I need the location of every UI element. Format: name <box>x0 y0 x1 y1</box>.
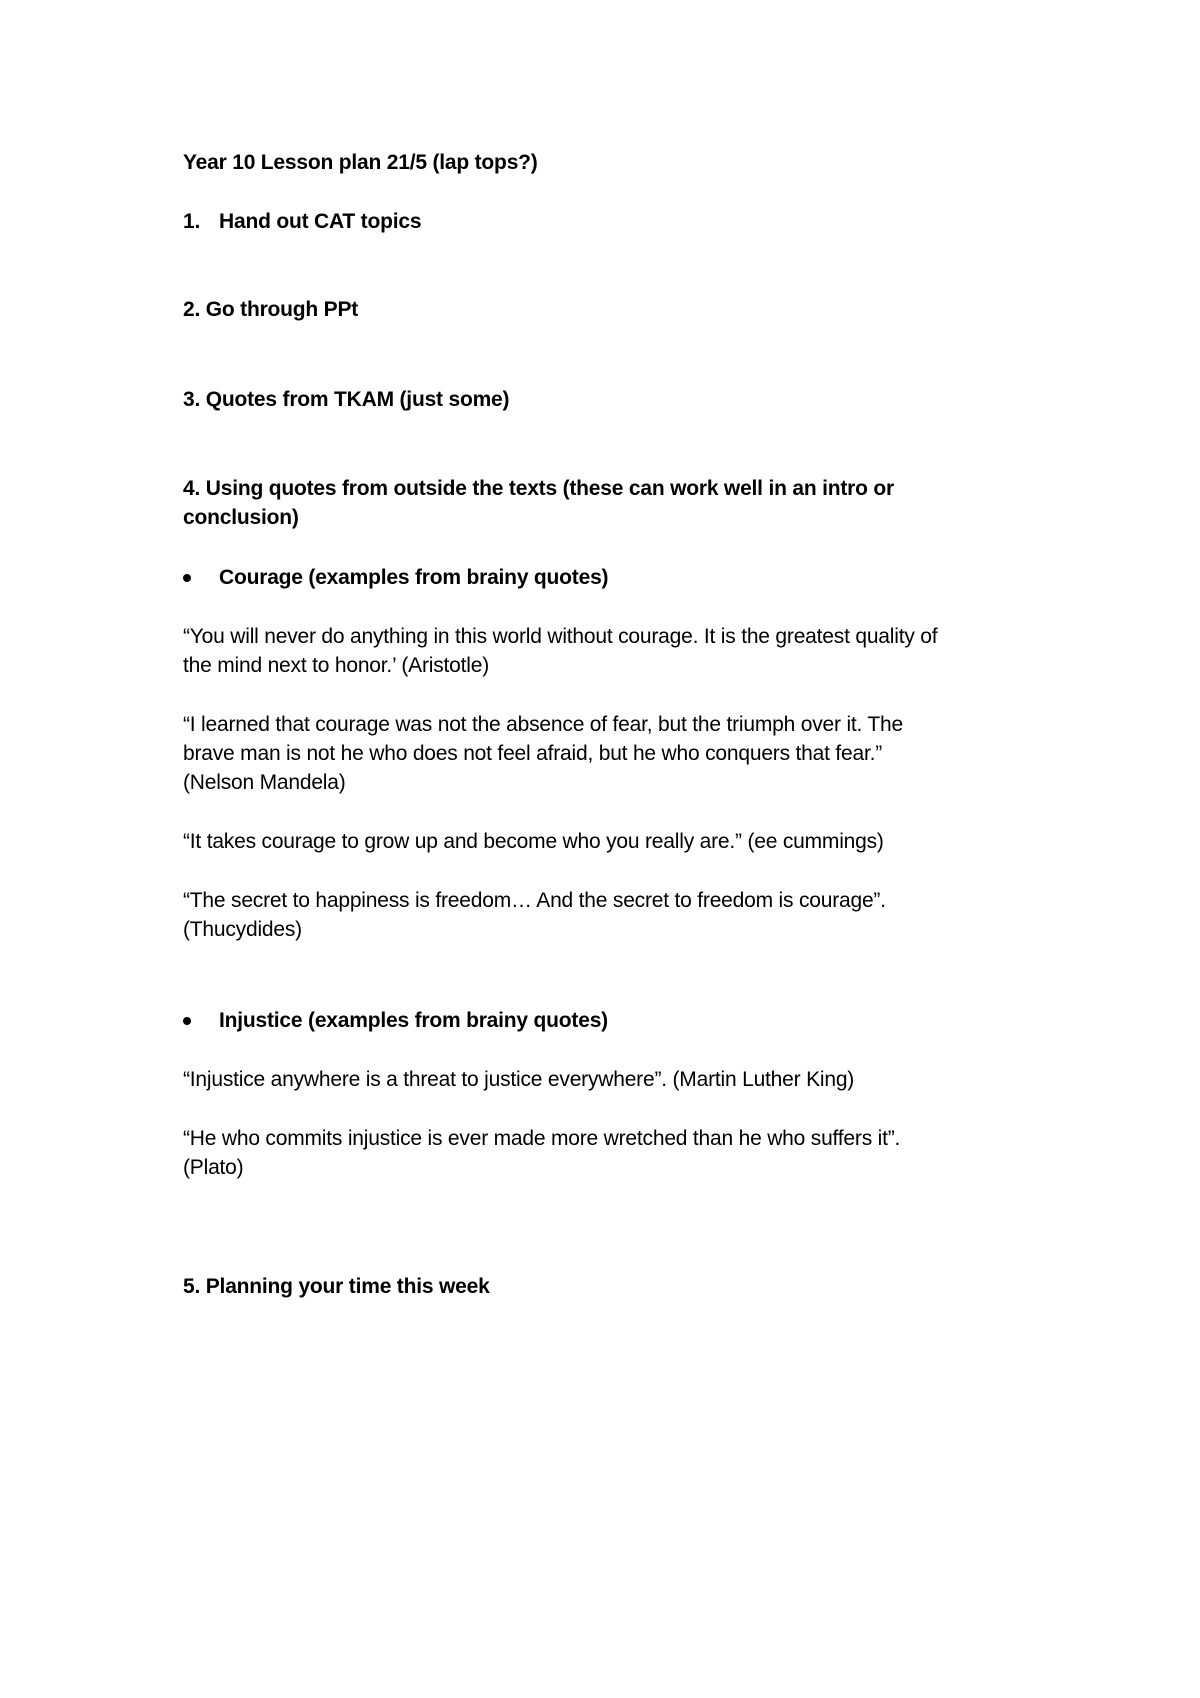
courage-heading: Courage (examples from brainy quotes) <box>219 566 609 589</box>
courage-quote-4-line-2: (Thucydides) <box>183 918 302 941</box>
list-item-3: 3. Quotes from TKAM (just some) <box>183 388 510 411</box>
courage-quote-4-line-1: “The secret to happiness is freedom… And the secret to freedom is courage”. <box>183 889 886 912</box>
list-item-1 <box>183 207 421 237</box>
injustice-quote-1-line-1: “Injustice anywhere is a threat to justice everywhere”. (Martin Luther King) <box>183 1068 855 1091</box>
list-item-1-text: Hand out CAT topics <box>219 210 422 233</box>
list-item-4-line-2: conclusion) <box>183 506 299 529</box>
list-item-4-line-1: 4. Using quotes from outside the texts (these can work well in an intro or <box>183 477 894 500</box>
injustice-quote-2-line-2: (Plato) <box>183 1156 244 1179</box>
courage-quote-2-line-3: (Nelson Mandela) <box>183 771 346 794</box>
injustice-heading: Injustice (examples from brainy quotes) <box>219 1009 608 1032</box>
bullet-icon <box>183 1017 191 1025</box>
courage-quote-1-line-2: the mind next to honor.’ (Aristotle) <box>183 654 490 677</box>
list-item-2: 2. Go through PPt <box>183 298 359 321</box>
courage-quote-3-line-1: “It takes courage to grow up and become who you really are.” (ee cummings) <box>183 830 884 853</box>
courage-quote-2-line-1: “I learned that courage was not the absence of fear, but the triumph over it. The <box>183 713 904 736</box>
injustice-quote-2-line-1: “He who commits injustice is ever made more wretched than he who suffers it”. <box>183 1127 901 1150</box>
bullet-icon <box>183 574 191 582</box>
courage-quote-1-line-1: “You will never do anything in this world without courage. It is the greatest quality of <box>183 625 938 648</box>
page-title: Year 10 Lesson plan 21/5 (lap tops?) <box>183 151 538 174</box>
list-item-5: 5. Planning your time this week <box>183 1275 490 1298</box>
list-item-1-number: 1. <box>183 210 201 233</box>
courage-quote-2-line-2: brave man is not he who does not feel afraid, but he who conquers that fear.” <box>183 742 883 765</box>
